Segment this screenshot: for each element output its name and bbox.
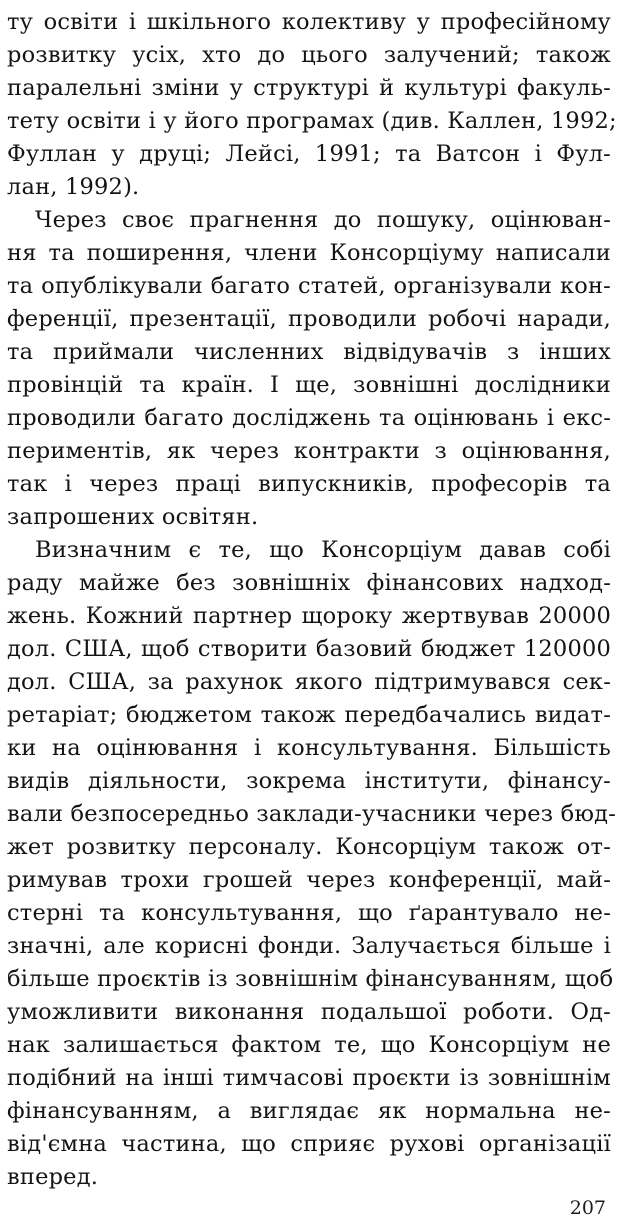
text-line: лан, 1992). bbox=[7, 174, 140, 200]
text-line: раду майже без зовнішніх фінансових надход- bbox=[7, 570, 611, 596]
paragraph-first-line: Через своє прагнення до пошуку, оцінюван- bbox=[35, 207, 611, 233]
text-line: ня та поширення, члени Консорціуму написали bbox=[7, 240, 611, 266]
text-line: тету освіти і у його програмах (див. Каллен, 1992; bbox=[7, 108, 617, 134]
text-line: римував трохи грошей через конференції, май- bbox=[7, 867, 611, 893]
text-line: ретаріат; бюджетом також передбачались видат- bbox=[7, 702, 611, 728]
text-line: дол. США, щоб створити базовий бюджет 120000 bbox=[7, 636, 611, 662]
text-line: Фуллан у друці; Лейсі, 1991; та Ватсон і Фул- bbox=[7, 141, 611, 167]
text-line: запрошених освітян. bbox=[7, 504, 259, 530]
text-line: та приймали численних відвідувачів з інших bbox=[7, 339, 611, 365]
text-line: периментів, як через контракти з оцінювання, bbox=[7, 438, 611, 464]
text-line: жет розвитку персоналу. Консорціум також от- bbox=[7, 834, 611, 860]
text-line: ки на оцінювання і консультування. Більшість bbox=[7, 735, 611, 761]
text-line: ту освіти і шкільного колективу у професійному bbox=[7, 9, 611, 35]
text-line: дол. США, за рахунок якого підтримувався сек- bbox=[7, 669, 611, 695]
text-line: більше проєктів із зовнішнім фінансуванням, щоб bbox=[7, 966, 614, 992]
text-line: нак залишається фактом те, що Консорціум не bbox=[7, 1032, 611, 1058]
text-line: вали безпосередньо заклади-учасники через бюд- bbox=[7, 801, 616, 827]
text-line: видів діяльности, зокрема інститути, фінансу- bbox=[7, 768, 611, 794]
text-line: та опублікували багато статей, організували кон- bbox=[7, 273, 611, 299]
text-line: паралельні зміни у структурі й культурі факуль- bbox=[7, 75, 611, 101]
text-line: розвитку усіх, хто до цього залучений; також bbox=[7, 42, 611, 68]
text-line: від'ємна частина, що сприяє рухові організації bbox=[7, 1131, 611, 1157]
text-line: уможливити виконання подальшої роботи. Од- bbox=[7, 999, 611, 1025]
text-line: подібний на інші тимчасові проєкти із зовнішнім bbox=[7, 1065, 611, 1091]
text-line: так і через праці випускників, професорів та bbox=[7, 471, 611, 497]
paragraph-first-line: Визначним є те, що Консорціум давав собі bbox=[35, 537, 611, 563]
text-line: ференції, презентації, проводили робочі наради, bbox=[7, 306, 611, 332]
text-line: вперед. bbox=[7, 1164, 99, 1190]
text-line: жень. Кожний партнер щороку жертвував 20000 bbox=[7, 603, 611, 629]
text-line: значні, але корисні фонди. Залучається більше і bbox=[7, 933, 611, 959]
text-line: провінцій та країн. І ще, зовнішні дослідники bbox=[7, 372, 611, 398]
text-line: проводили багато досліджень та оцінювань і екс- bbox=[7, 405, 611, 431]
page-number: 207 bbox=[569, 1197, 606, 1219]
text-line: фінансуванням, а виглядає як нормальна не- bbox=[7, 1098, 611, 1124]
text-line: стерні та консультування, що ґарантувало не- bbox=[7, 900, 611, 926]
